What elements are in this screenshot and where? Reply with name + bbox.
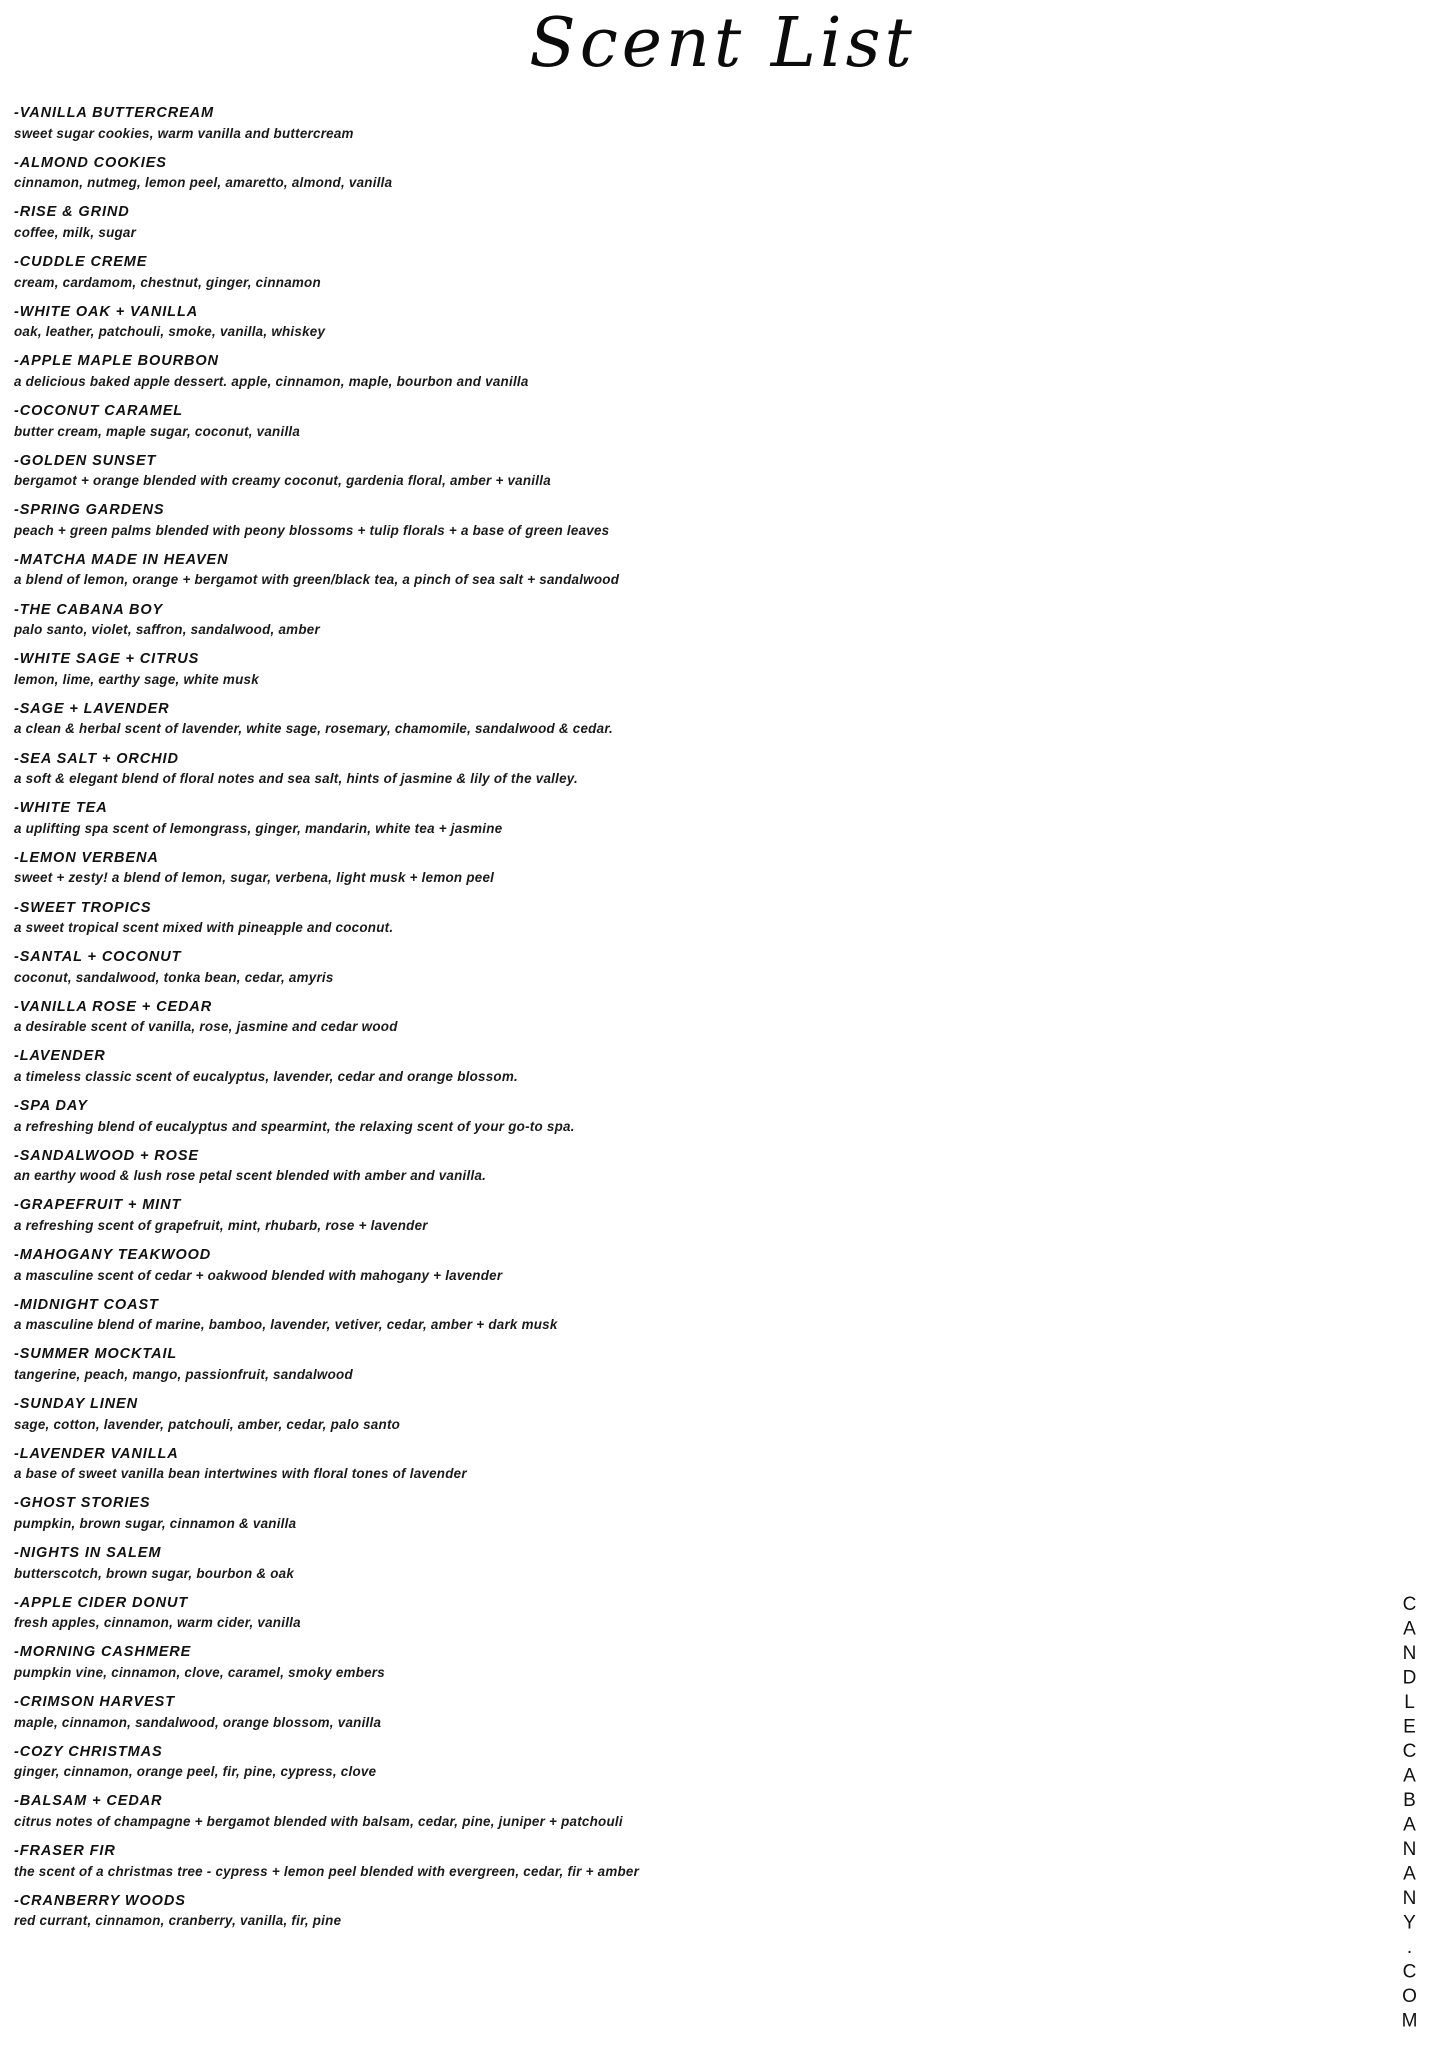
scent-name: -APPLE MAPLE BOURBON bbox=[14, 353, 219, 370]
scent-entry bbox=[14, 799, 1344, 838]
scent-entry bbox=[14, 998, 1344, 1037]
scent-entry bbox=[14, 948, 1344, 987]
scent-name: -SUNDAY LINEN bbox=[14, 1396, 138, 1413]
scent-name: -RISE & GRIND bbox=[14, 204, 130, 221]
scent-description: a timeless classic scent of eucalyptus, lavender, cedar and orange blossom. bbox=[14, 1069, 518, 1085]
scent-description: a clean & herbal scent of lavender, white sage, rosemary, chamomile, sandalwood & cedar. bbox=[14, 721, 614, 737]
scent-description: tangerine, peach, mango, passionfruit, sandalwood bbox=[14, 1366, 353, 1382]
scent-entry bbox=[14, 203, 1344, 242]
scent-name: -WHITE OAK + VANILLA bbox=[14, 303, 199, 320]
scent-entry bbox=[14, 352, 1344, 391]
scent-name: -SANTAL + COCONUT bbox=[14, 949, 182, 966]
scent-entry bbox=[14, 1395, 1344, 1434]
scent-name: -LAVENDER VANILLA bbox=[14, 1445, 179, 1462]
scent-description: cinnamon, nutmeg, lemon peel, amaretto, almond, vanilla bbox=[14, 175, 393, 191]
scent-description: a uplifting spa scent of lemongrass, ginger, mandarin, white tea + jasmine bbox=[14, 820, 503, 836]
scent-name: -WHITE TEA bbox=[14, 800, 108, 817]
scent-description: sage, cotton, lavender, patchouli, amber, cedar, palo santo bbox=[14, 1416, 401, 1432]
scent-name: -LAVENDER bbox=[14, 1048, 106, 1065]
scent-description: a refreshing blend of eucalyptus and spearmint, the relaxing scent of your go-to spa. bbox=[14, 1118, 575, 1134]
scent-entry bbox=[14, 1594, 1344, 1633]
scent-entry bbox=[14, 1842, 1344, 1881]
scent-description: a desirable scent of vanilla, rose, jasmine and cedar wood bbox=[14, 1019, 398, 1035]
scent-name: -SPRING GARDENS bbox=[14, 502, 165, 519]
scent-entry bbox=[14, 452, 1344, 491]
scent-description: the scent of a christmas tree - cypress + lemon peel blended with evergreen, cedar, fir + amber bbox=[14, 1863, 640, 1879]
scent-name: -SEA SALT + ORCHID bbox=[14, 750, 179, 767]
scent-entry bbox=[14, 253, 1344, 292]
scent-entry bbox=[14, 402, 1344, 441]
scent-name: -VANILLA ROSE + CEDAR bbox=[14, 998, 213, 1015]
scent-name: -COCONUT CARAMEL bbox=[14, 402, 184, 419]
scent-description: red currant, cinnamon, cranberry, vanilla, fir, pine bbox=[14, 1913, 342, 1929]
scent-entry bbox=[14, 1246, 1344, 1285]
scent-description: peach + green palms blended with peony blossoms + tulip florals + a base of green leaves bbox=[14, 522, 610, 538]
scent-name: -ALMOND COOKIES bbox=[14, 154, 167, 171]
scent-description: palo santo, violet, saffron, sandalwood, amber bbox=[14, 622, 320, 638]
scent-name: -LEMON VERBENA bbox=[14, 849, 159, 866]
page-title: Scent List bbox=[529, 4, 916, 83]
scent-entry bbox=[14, 1792, 1344, 1831]
scent-description: maple, cinnamon, sandalwood, orange blossom, vanilla bbox=[14, 1714, 382, 1730]
scent-description: a sweet tropical scent mixed with pineapple and coconut. bbox=[14, 920, 394, 936]
scent-name: -GRAPEFRUIT + MINT bbox=[14, 1197, 182, 1214]
scent-name: -MIDNIGHT COAST bbox=[14, 1296, 159, 1313]
scent-name: -VANILLA BUTTERCREAM bbox=[14, 105, 215, 121]
scent-name: -SAGE + LAVENDER bbox=[14, 700, 170, 717]
scent-entry bbox=[14, 1345, 1344, 1384]
scent-name: -NIGHTS IN SALEM bbox=[14, 1545, 162, 1562]
scent-description: fresh apples, cinnamon, warm cider, vanilla bbox=[14, 1615, 301, 1631]
scent-entry bbox=[14, 1892, 1344, 1931]
scent-name: -GHOST STORIES bbox=[14, 1495, 151, 1512]
scent-entry bbox=[14, 303, 1344, 342]
scent-entry bbox=[14, 501, 1344, 540]
scent-entry bbox=[14, 1494, 1344, 1533]
scent-entry bbox=[14, 1147, 1344, 1186]
scent-name: -WHITE SAGE + CITRUS bbox=[14, 651, 200, 668]
scent-name: -MATCHA MADE IN HEAVEN bbox=[14, 551, 229, 568]
scent-description: butter cream, maple sugar, coconut, vanilla bbox=[14, 423, 301, 439]
scent-entry bbox=[14, 1196, 1344, 1235]
scent-entry bbox=[14, 154, 1344, 193]
scent-name: -CRIMSON HARVEST bbox=[14, 1694, 176, 1710]
scent-description: a masculine blend of marine, bamboo, lavender, vetiver, cedar, amber + dark musk bbox=[14, 1317, 558, 1333]
scent-description: a base of sweet vanilla bean intertwines with floral tones of lavender bbox=[14, 1466, 467, 1482]
scent-name: -SWEET TROPICS bbox=[14, 899, 152, 916]
scent-description: lemon, lime, earthy sage, white musk bbox=[14, 671, 259, 687]
scent-name: -GOLDEN SUNSET bbox=[14, 452, 157, 469]
scent-entry bbox=[14, 1643, 1344, 1682]
scent-description: a delicious baked apple dessert. apple, cinnamon, maple, bourbon and vanilla bbox=[14, 373, 529, 389]
scent-entry bbox=[14, 750, 1344, 789]
scent-entry bbox=[14, 700, 1344, 739]
scent-entry bbox=[14, 1097, 1344, 1136]
website-url: CANDLECABANANY.COM bbox=[1399, 1594, 1420, 2035]
scent-description: a refreshing scent of grapefruit, mint, rhubarb, rose + lavender bbox=[14, 1218, 428, 1233]
scent-description: coffee, milk, sugar bbox=[14, 224, 137, 240]
scent-description: ginger, cinnamon, orange peel, fir, pine, cypress, clove bbox=[14, 1764, 377, 1780]
scent-name: -BALSAM + CEDAR bbox=[14, 1793, 163, 1810]
scent-description: sweet + zesty! a blend of lemon, sugar, verbena, light musk + lemon peel bbox=[14, 870, 495, 886]
scent-entry bbox=[14, 1693, 1344, 1732]
scent-description: coconut, sandalwood, tonka bean, cedar, amyris bbox=[14, 969, 334, 985]
scent-name: -CUDDLE CREME bbox=[14, 253, 148, 270]
scent-name: -MAHOGANY TEAKWOOD bbox=[14, 1247, 212, 1264]
scent-name: -SUMMER MOCKTAIL bbox=[14, 1346, 178, 1363]
scent-description: oak, leather, patchouli, smoke, vanilla, whiskey bbox=[14, 324, 326, 340]
scent-list bbox=[14, 104, 1344, 1941]
scent-name: -COZY CHRISTMAS bbox=[14, 1743, 163, 1760]
scent-entry bbox=[14, 1296, 1344, 1335]
scent-entry bbox=[14, 1445, 1344, 1484]
scent-name: -MORNING CASHMERE bbox=[14, 1644, 192, 1661]
scent-entry bbox=[14, 104, 1344, 143]
scent-name: -CRANBERRY WOODS bbox=[14, 1892, 186, 1909]
scent-name: -THE CABANA BOY bbox=[14, 601, 164, 618]
scent-description: bergamot + orange blended with creamy coconut, gardenia floral, amber + vanilla bbox=[14, 473, 551, 489]
scent-name: -FRASER FIR bbox=[14, 1842, 116, 1859]
scent-description: sweet sugar cookies, warm vanilla and buttercream bbox=[14, 125, 354, 141]
scent-description: a soft & elegant blend of floral notes and sea salt, hints of jasmine & lily of the valley. bbox=[14, 771, 578, 787]
scent-entry bbox=[14, 650, 1344, 689]
scent-entry bbox=[14, 551, 1344, 590]
scent-entry bbox=[14, 1544, 1344, 1583]
scent-entry bbox=[14, 899, 1344, 938]
scent-entry bbox=[14, 1743, 1344, 1782]
scent-entry bbox=[14, 849, 1344, 888]
scent-description: cream, cardamom, chestnut, ginger, cinnamon bbox=[14, 274, 321, 290]
scent-description: a blend of lemon, orange + bergamot with green/black tea, a pinch of sea salt + sandalwood bbox=[14, 572, 620, 588]
scent-description: pumpkin vine, cinnamon, clove, caramel, smoky embers bbox=[14, 1664, 385, 1680]
scent-description: an earthy wood & lush rose petal scent blended with amber and vanilla. bbox=[14, 1168, 487, 1184]
scent-description: a masculine scent of cedar + oakwood blended with mahogany + lavender bbox=[14, 1267, 503, 1283]
scent-name: -APPLE CIDER DONUT bbox=[14, 1594, 189, 1611]
scent-name: -SPA DAY bbox=[14, 1098, 88, 1115]
scent-description: pumpkin, brown sugar, cinnamon & vanilla bbox=[14, 1515, 297, 1531]
scent-entry bbox=[14, 601, 1344, 640]
scent-entry bbox=[14, 1047, 1344, 1086]
scent-description: citrus notes of champagne + bergamot blended with balsam, cedar, pine, juniper + patchouli bbox=[14, 1813, 623, 1829]
scent-description: butterscotch, brown sugar, bourbon & oak bbox=[14, 1565, 295, 1581]
scent-name: -SANDALWOOD + ROSE bbox=[14, 1147, 199, 1164]
